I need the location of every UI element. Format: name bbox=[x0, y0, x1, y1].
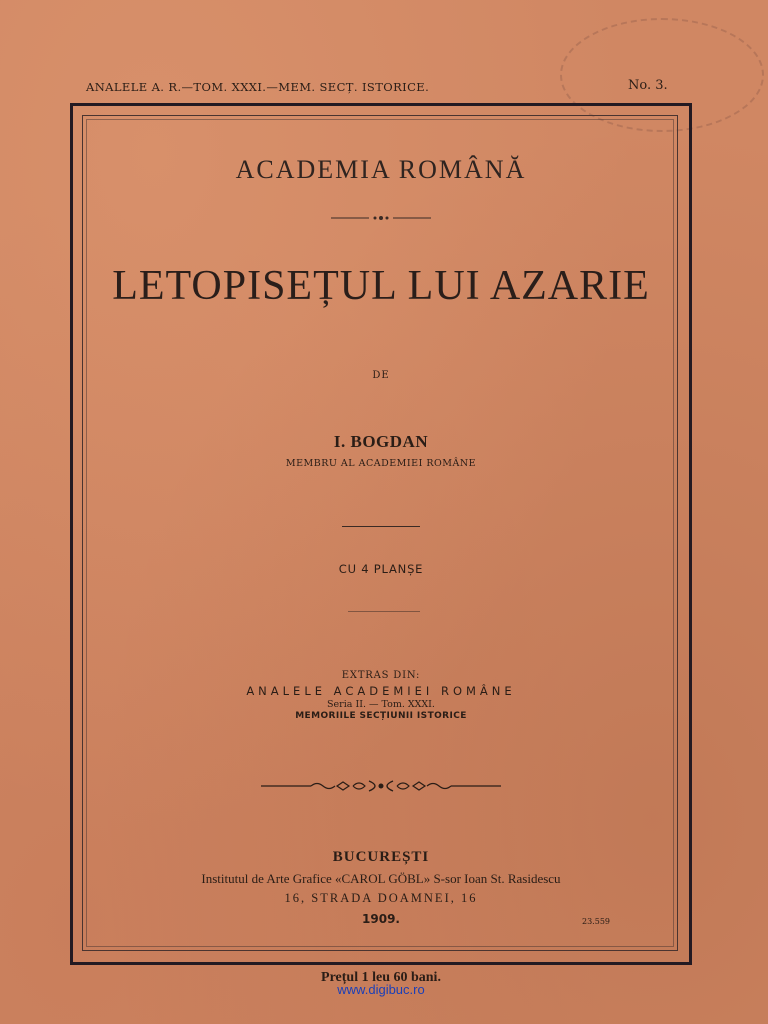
series-header: ANALELE A. R.—TOM. XXXI.—MEM. SECȚ. ISTORICE. bbox=[86, 80, 430, 94]
price-line: Prețul 1 leu 60 bani. bbox=[321, 970, 441, 985]
book-title: LETOPISEȚUL LUI AZARIE bbox=[112, 263, 650, 309]
small-ornament bbox=[70, 207, 692, 215]
section-name: MEMORIILE SECȚIUNII ISTORICE bbox=[295, 711, 467, 721]
by-label: DE bbox=[372, 370, 390, 381]
extract-label: EXTRAS DIN: bbox=[341, 670, 421, 681]
publication-year: 1909. bbox=[362, 912, 400, 926]
series-volume: Seria II. — Tom. XXXI. bbox=[327, 699, 435, 710]
issue-number: No. 3. bbox=[628, 78, 668, 93]
website-watermark[interactable]: www.digibuc.ro bbox=[337, 982, 425, 997]
decorative-ornament bbox=[70, 778, 692, 794]
printer-address: 16, STRADA DOAMNEI, 16 bbox=[284, 891, 478, 905]
divider-rule bbox=[342, 526, 420, 527]
divider-rule bbox=[348, 611, 420, 612]
printer-name: Institutul de Arte Grafice «CAROL GÖBL» S-sor Ioan St. Rasidescu bbox=[201, 871, 561, 886]
journal-name: ANALELE ACADEMIEI ROMÂNE bbox=[246, 684, 516, 698]
institution-heading: ACADEMIA ROMÂNĂ bbox=[235, 155, 527, 184]
cover-frame-inner-thin bbox=[86, 119, 674, 947]
plates-note: CU 4 PLANȘE bbox=[338, 562, 424, 576]
author-name: I. BOGDAN bbox=[333, 432, 429, 451]
catalog-number: 23.559 bbox=[582, 917, 610, 926]
author-role: MEMBRU AL ACADEMIEI ROMÂNE bbox=[285, 458, 477, 469]
imprint-city: BUCUREȘTI bbox=[332, 849, 430, 865]
